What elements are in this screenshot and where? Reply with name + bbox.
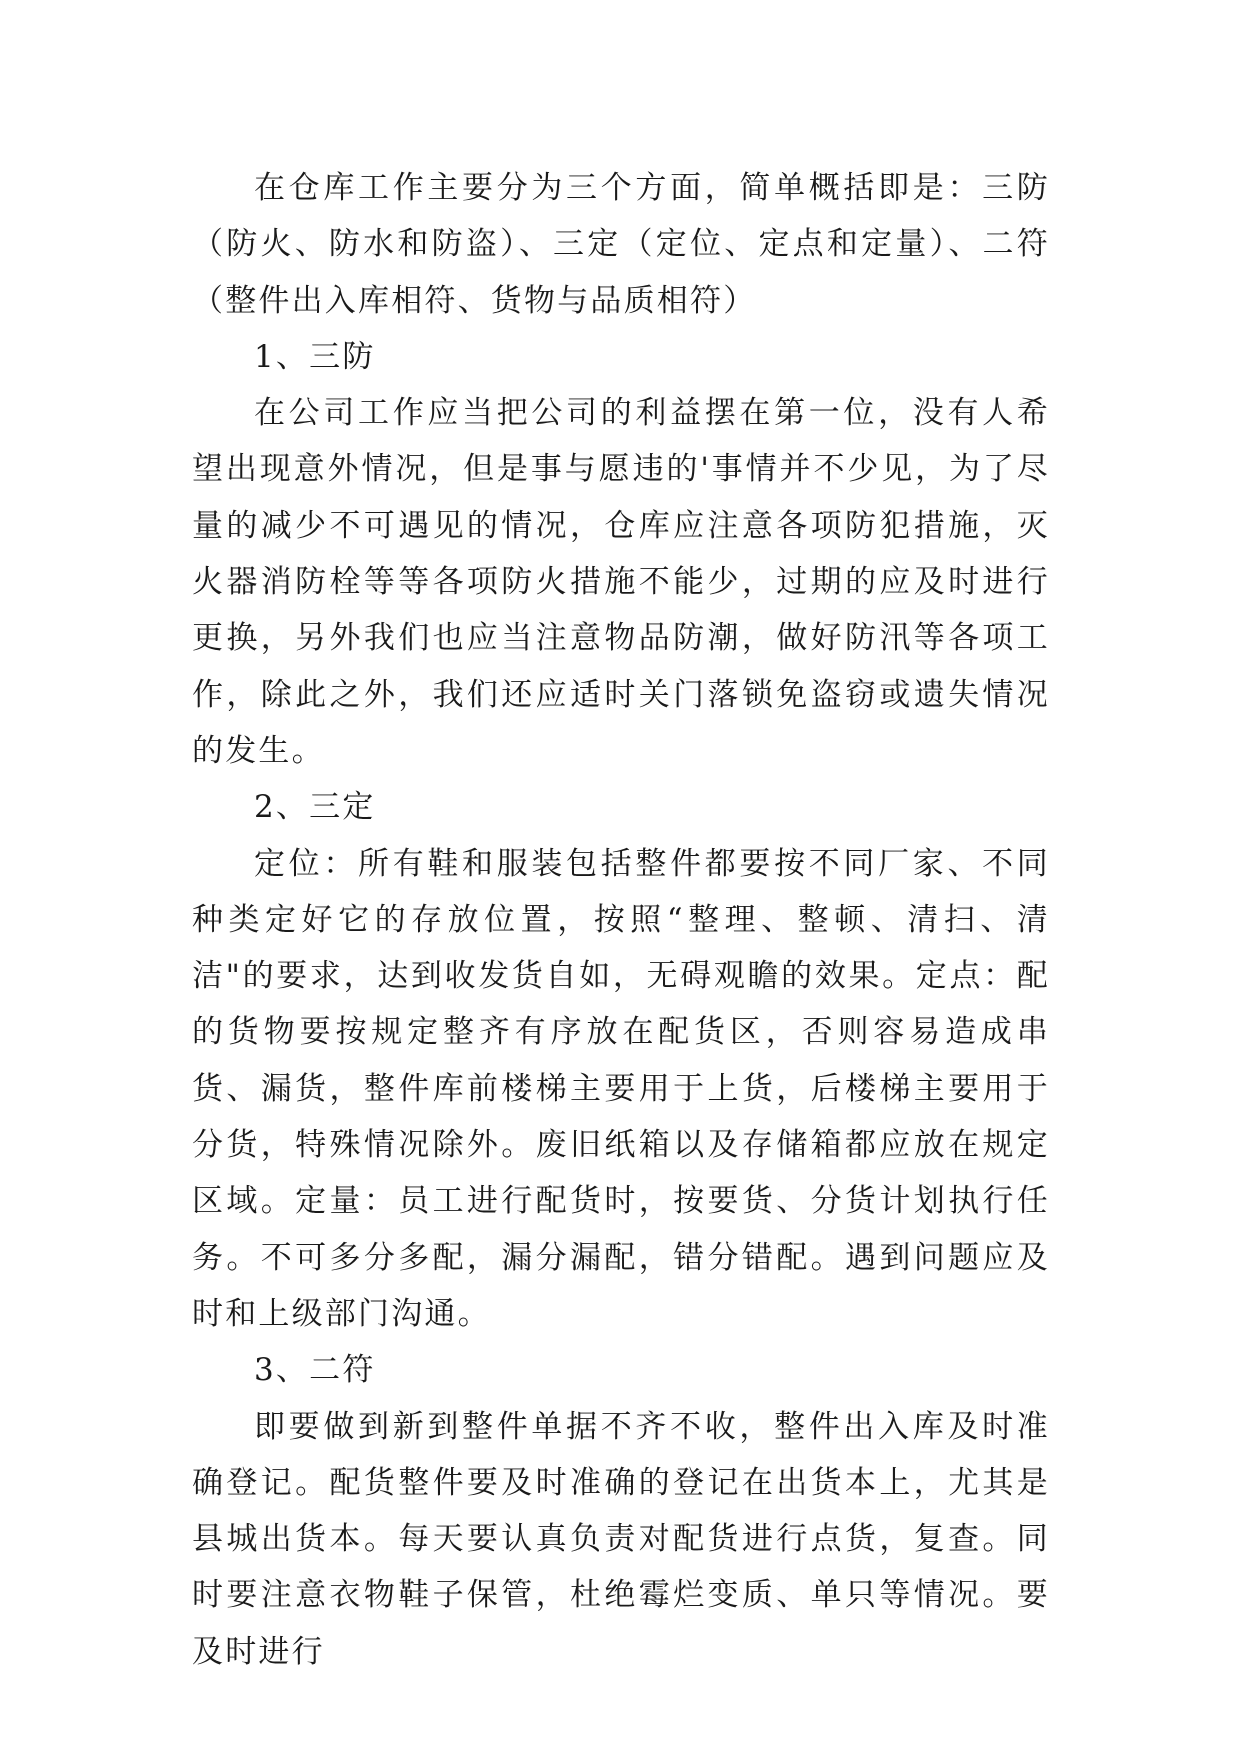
section-heading-two-match: 3、二符 <box>254 1352 376 1389</box>
section-heading-three-fixed: 2、三定 <box>254 789 376 826</box>
section-body-three-prevention: 在公司工作应当把公司的利益摆在第一位，没有人希望出现意外情况，但是事与愿违的'事情并不少见，为了尽量的减少不可遇见的情况，仓库应注意各项防犯措施，灭火器消防栓等等各项防火措施不能少，过期的应及时进行更换，另外我们也应当注意物品防潮，做好防汛等各项工作，除此之外，我们还应适时关门落锁免盗窃或遗失情况的发生。 <box>192 395 1050 769</box>
intro-paragraph: 在仓库工作主要分为三个方面，简单概括即是：三防（防火、防水和防盗）、三定（定位、定点和定量）、二符（整件出入库相符、货物与品质相符） <box>192 170 1050 319</box>
section-body-two-match: 即要做到新到整件单据不齐不收，整件出入库及时准确登记。配货整件要及时准确的登记在出货本上，尤其是县城出货本。每天要认真负责对配货进行点货，复查。同时要注意衣物鞋子保管，杜绝霉烂变质、单只等情况。要及时进行 <box>192 1408 1050 1670</box>
section-body-three-fixed: 定位：所有鞋和服装包括整件都要按不同厂家、不同种类定好它的存放位置，按照“整理、整顿、清扫、清洁"的要求，达到收发货自如，无碍观瞻的效果。定点：配的货物要按规定整齐有序放在配货区，否则容易造成串货、漏货，整件库前楼梯主要用于上货，后楼梯主要用于分货，特殊情况除外。废旧纸箱以及存储箱都应放在规定区域。定量：员工进行配货时，按要货、分货计划执行任务。不可多分多配，漏分漏配，错分错配。遇到问题应及时和上级部门沟通。 <box>192 845 1050 1332</box>
document-page <box>192 160 1050 1680</box>
section-heading-three-prevention: 1、三防 <box>254 338 376 375</box>
